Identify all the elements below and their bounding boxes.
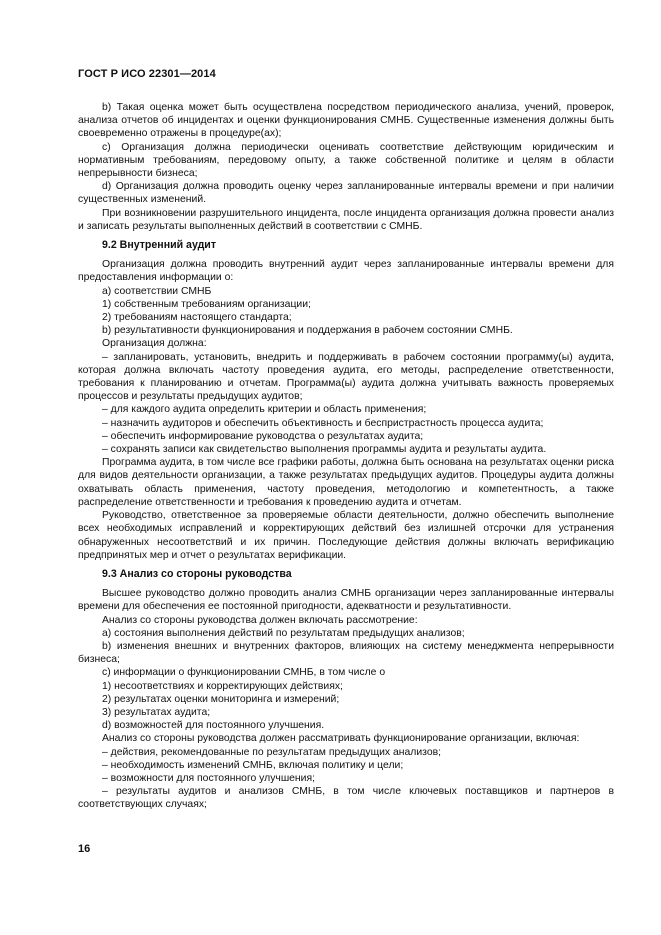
paragraph: d) возможностей для постоянного улучшения. <box>102 720 325 732</box>
paragraph: Организация должна: <box>102 338 207 350</box>
paragraph: Анализ со стороны руководства должен рассматривать функционирование организации, включая: <box>102 733 580 745</box>
document-header: ГОСТ Р ИСО 22301—2014 <box>78 68 216 80</box>
paragraph: b) изменения внешних и внутренних факторов, влияющих на систему менеджмента непрерывности бизнеса; <box>78 640 614 666</box>
paragraph: 2) результатах оценки мониторинга и измерений; <box>102 693 340 705</box>
paragraph: – результаты аудитов и анализов СМНБ, в том числе ключевых поставщиков и партнеров в соответствующих случаях; <box>78 786 614 811</box>
paragraph: 1) собственным требованиям организации; <box>102 298 311 310</box>
paragraph: b) результативности функционирования и поддержания в рабочем состоянии СМНБ. <box>102 325 513 337</box>
section-heading: 9.3 Анализ со стороны руководства <box>102 567 292 580</box>
paragraph: – сохранять записи как свидетельство выполнения программы аудита и результаты аудита. <box>102 444 547 456</box>
page-number: 16 <box>78 843 91 855</box>
paragraph: – необходимость изменений СМНБ, включая политику и цели; <box>102 759 404 771</box>
paragraph: с) Организация должна периодически оценивать соответствие действующим юридическим и нормативным требованиям, передовому опыту, а также собственной политике и целям в области непрерывности бизнеса; <box>78 141 614 180</box>
paragraph: Организация должна проводить внутренний аудит через запланированные интервалы времени для предоставления информации о: <box>78 259 614 284</box>
paragraph: b) Такая оценка может быть осуществлена посредством периодического анализа, учений, проверок, анализа отчетов об инцидентах и оценки функционирования СМНБ. Существенные изменения должны быть своевременно отражены в процедуре(ах); <box>78 102 614 140</box>
paragraph: – для каждого аудита определить критерии и область применения; <box>102 404 427 416</box>
paragraph: Программа аудита, в том числе все графики работы, должна быть основана на результатах оценки риска для видов деятельности организации, а также результатах предыдущих аудитов. Процедуры аудита должны охватывать область применения, частоту проведения, методологию и компетентность, а также распределение ответственности и требования к проведению аудита и отчетам. <box>78 457 614 508</box>
paragraph: – обеспечить информирование руководства о результатах аудита; <box>102 430 424 442</box>
paragraph: – действия, рекомендованные по результатам предыдущих анализов; <box>102 746 442 758</box>
paragraph: с) информации о функционировании СМНБ, в том числе о <box>102 667 386 679</box>
paragraph: – назначить аудиторов и обеспечить объективность и беспристрастность процесса аудита; <box>102 417 544 429</box>
paragraph: – запланировать, установить, внедрить и поддерживать в рабочем состоянии программу(ы) аудита, которая должна включать частоту проведения аудита, его методы, распределение ответственности, требования к планированию и отчетам. Программа(ы) аудита должна учитывать важность проверяемых процессов и результаты предыдущих аудитов; <box>78 351 614 403</box>
document-page <box>78 68 614 812</box>
paragraph: При возникновении разрушительного инцидента, после инцидента организация должна провести анализ и записать результаты выполненных действий в соответствии с СМНБ. <box>78 207 614 232</box>
paragraph: а) состояния выполнения действий по результатам предыдущих анализов; <box>102 627 465 639</box>
paragraph: 2) требованиям настоящего стандарта; <box>102 312 292 324</box>
paragraph: Руководство, ответственное за проверяемые области деятельности, должно обеспечить выполнение всех необходимых исправлений и корректирующих действий без излишней отсрочки для устранения обнаруженных несоответствий и их причин. Последующие действия должны включать верификацию предпринятых мер и отчет о результатах верификации. <box>78 510 614 561</box>
paragraph: 1) несоответствиях и корректирующих действиях; <box>102 680 343 692</box>
paragraph: – возможности для постоянного улучшения; <box>102 772 315 784</box>
paragraph: d) Организация должна проводить оценку через запланированные интервалы времени и при наличии существенных изменений. <box>78 181 614 206</box>
section-heading: 9.2 Внутренний аудит <box>102 239 217 252</box>
paragraph: a) соответствии СМНБ <box>102 285 212 297</box>
paragraph: 3) результатах аудита; <box>102 706 211 718</box>
paragraph: Высшее руководство должно проводить анализ СМНБ организации через запланированные интервалы времени для обеспечения ее постоянной пригодности, адекватности и результативности. <box>78 588 614 613</box>
paragraph: Анализ со стороны руководства должен включать рассмотрение: <box>102 614 418 626</box>
